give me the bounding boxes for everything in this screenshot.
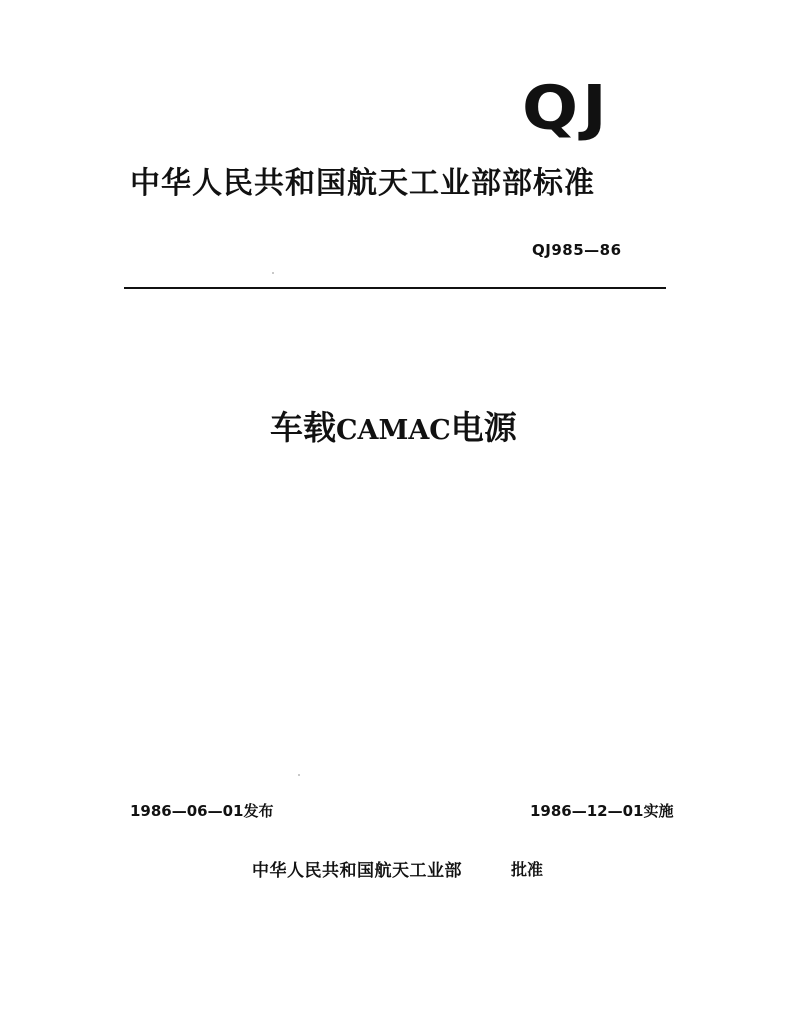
scan-speck: [298, 774, 300, 776]
document-title: [270, 406, 517, 453]
scan-speck: [272, 272, 274, 274]
approving-authority: 中华人民共和国航天工业部: [252, 861, 462, 881]
qj-logo: QJ: [522, 72, 611, 144]
approval-label: 批准: [511, 860, 544, 879]
title-suffix: 电源: [450, 408, 517, 447]
title-prefix: 车载: [270, 408, 336, 447]
implementation-date: 1986—12—01实施: [530, 802, 674, 820]
header-divider: [124, 287, 666, 289]
issuer-heading: 中华人民共和国航天工业部部标准: [130, 166, 595, 201]
standard-code: QJ985—86: [532, 241, 622, 259]
issue-date: 1986—06—01发布: [130, 802, 274, 820]
title-latin: CAMAC: [336, 415, 451, 446]
